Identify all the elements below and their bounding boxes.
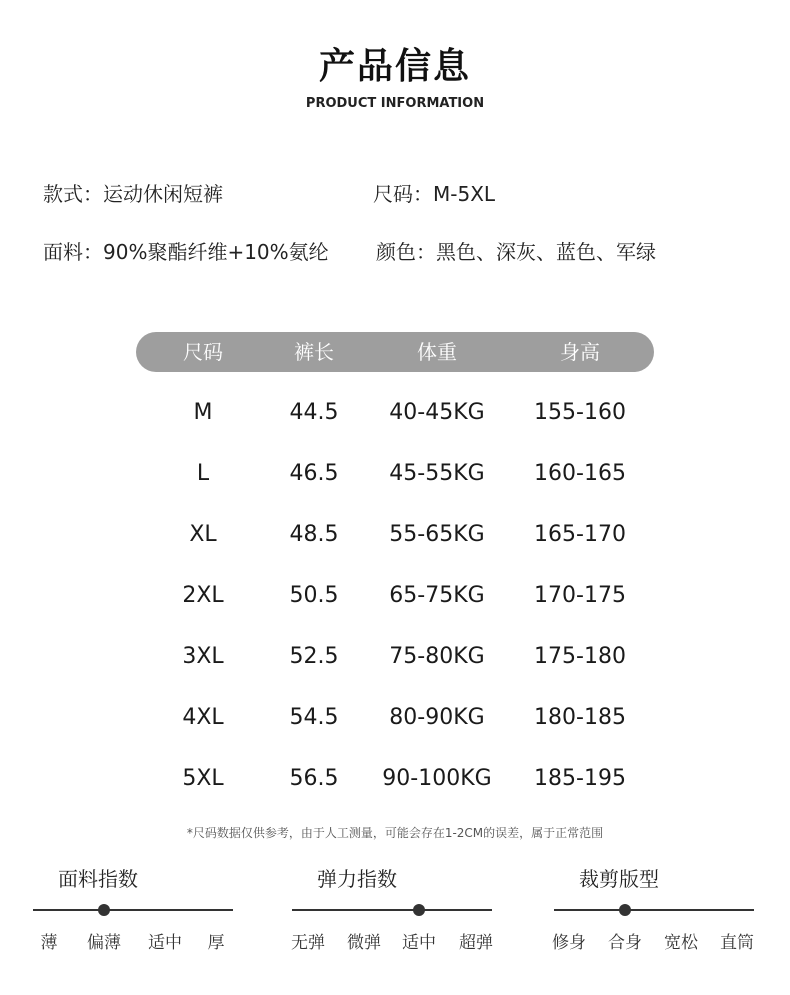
fit-index-marker xyxy=(619,904,631,916)
elasticity-index-title: 弹力指数 xyxy=(317,867,397,891)
table-row xyxy=(0,698,790,738)
cell-length: 48.5 xyxy=(289,522,339,547)
spec-fabric-label: 面料： xyxy=(43,240,103,264)
cell-length: 46.5 xyxy=(289,461,339,486)
cell-height: 160-165 xyxy=(534,461,626,486)
spec-style xyxy=(43,178,223,207)
cell-length: 44.5 xyxy=(289,400,339,425)
fit-index-label: 修身 xyxy=(552,933,586,953)
elasticity-index-label: 无弹 xyxy=(291,933,325,953)
spec-size-value: M-5XL xyxy=(433,182,496,206)
cell-weight: 55-65KG xyxy=(389,522,485,547)
table-row xyxy=(0,759,790,799)
fit-index-scale-line xyxy=(554,909,754,911)
cell-size: 4XL xyxy=(182,705,224,730)
table-row xyxy=(0,576,790,616)
cell-length: 54.5 xyxy=(289,705,339,730)
fabric-index-title: 面料指数 xyxy=(58,867,138,891)
cell-height: 175-180 xyxy=(534,644,626,669)
cell-height: 165-170 xyxy=(534,522,626,547)
elasticity-index-label: 微弹 xyxy=(347,933,381,953)
size-table-header xyxy=(136,332,654,372)
cell-weight: 40-45KG xyxy=(389,400,485,425)
cell-size: M xyxy=(193,400,213,425)
cell-weight: 75-80KG xyxy=(389,644,485,669)
column-header-size: 尺码 xyxy=(183,340,223,364)
size-disclaimer-note: *尺码数据仅供参考，由于人工测量，可能会存在1-2CM的误差，属于正常范围 xyxy=(186,826,604,840)
fit-index-label: 合身 xyxy=(608,933,642,953)
page-subtitle: PRODUCT INFORMATION xyxy=(305,96,485,111)
table-row xyxy=(0,454,790,494)
spec-style-value: 运动休闲短裤 xyxy=(103,182,223,206)
column-header-length: 裤长 xyxy=(294,340,334,364)
table-row xyxy=(0,637,790,677)
fabric-index-scale-line xyxy=(33,909,233,911)
column-header-height: 身高 xyxy=(560,340,600,364)
fabric-index-label: 薄 xyxy=(40,933,58,953)
cell-height: 155-160 xyxy=(534,400,626,425)
cell-length: 50.5 xyxy=(289,583,339,608)
cell-size: L xyxy=(196,461,210,486)
cell-size: XL xyxy=(189,522,217,547)
fabric-index-label: 偏薄 xyxy=(87,933,121,953)
spec-fabric xyxy=(43,236,329,265)
fabric-index-marker xyxy=(98,904,110,916)
cell-height: 185-195 xyxy=(534,766,626,791)
spec-color-label: 颜色： xyxy=(376,240,436,264)
elasticity-index-label: 超弹 xyxy=(459,933,493,953)
cell-length: 56.5 xyxy=(289,766,339,791)
cell-height: 180-185 xyxy=(534,705,626,730)
spec-color xyxy=(376,236,656,265)
fit-index-label: 直筒 xyxy=(720,933,754,953)
fit-index-label: 宽松 xyxy=(664,933,698,953)
table-row xyxy=(0,393,790,433)
spec-color-value: 黑色、深灰、蓝色、军绿 xyxy=(436,240,656,264)
column-header-weight: 体重 xyxy=(417,340,457,364)
elasticity-index-scale-line xyxy=(292,909,492,911)
elasticity-index-label: 适中 xyxy=(402,933,436,953)
spec-fabric-value: 90%聚酯纤维+10%氨纶 xyxy=(103,240,329,264)
cell-weight: 45-55KG xyxy=(389,461,485,486)
cell-length: 52.5 xyxy=(289,644,339,669)
page-title: 产品信息 xyxy=(318,46,471,87)
fit-index-title: 裁剪版型 xyxy=(579,867,659,891)
spec-style-label: 款式： xyxy=(43,182,103,206)
cell-size: 5XL xyxy=(182,766,224,791)
cell-weight: 90-100KG xyxy=(382,766,492,791)
elasticity-index-marker xyxy=(413,904,425,916)
fabric-index-label: 适中 xyxy=(148,933,182,953)
spec-size-label: 尺码： xyxy=(373,182,433,206)
table-row xyxy=(0,515,790,555)
cell-weight: 80-90KG xyxy=(389,705,485,730)
cell-weight: 65-75KG xyxy=(389,583,485,608)
cell-size: 3XL xyxy=(182,644,224,669)
cell-height: 170-175 xyxy=(534,583,626,608)
fabric-index-label: 厚 xyxy=(207,933,225,953)
spec-size xyxy=(373,178,495,207)
cell-size: 2XL xyxy=(182,583,224,608)
